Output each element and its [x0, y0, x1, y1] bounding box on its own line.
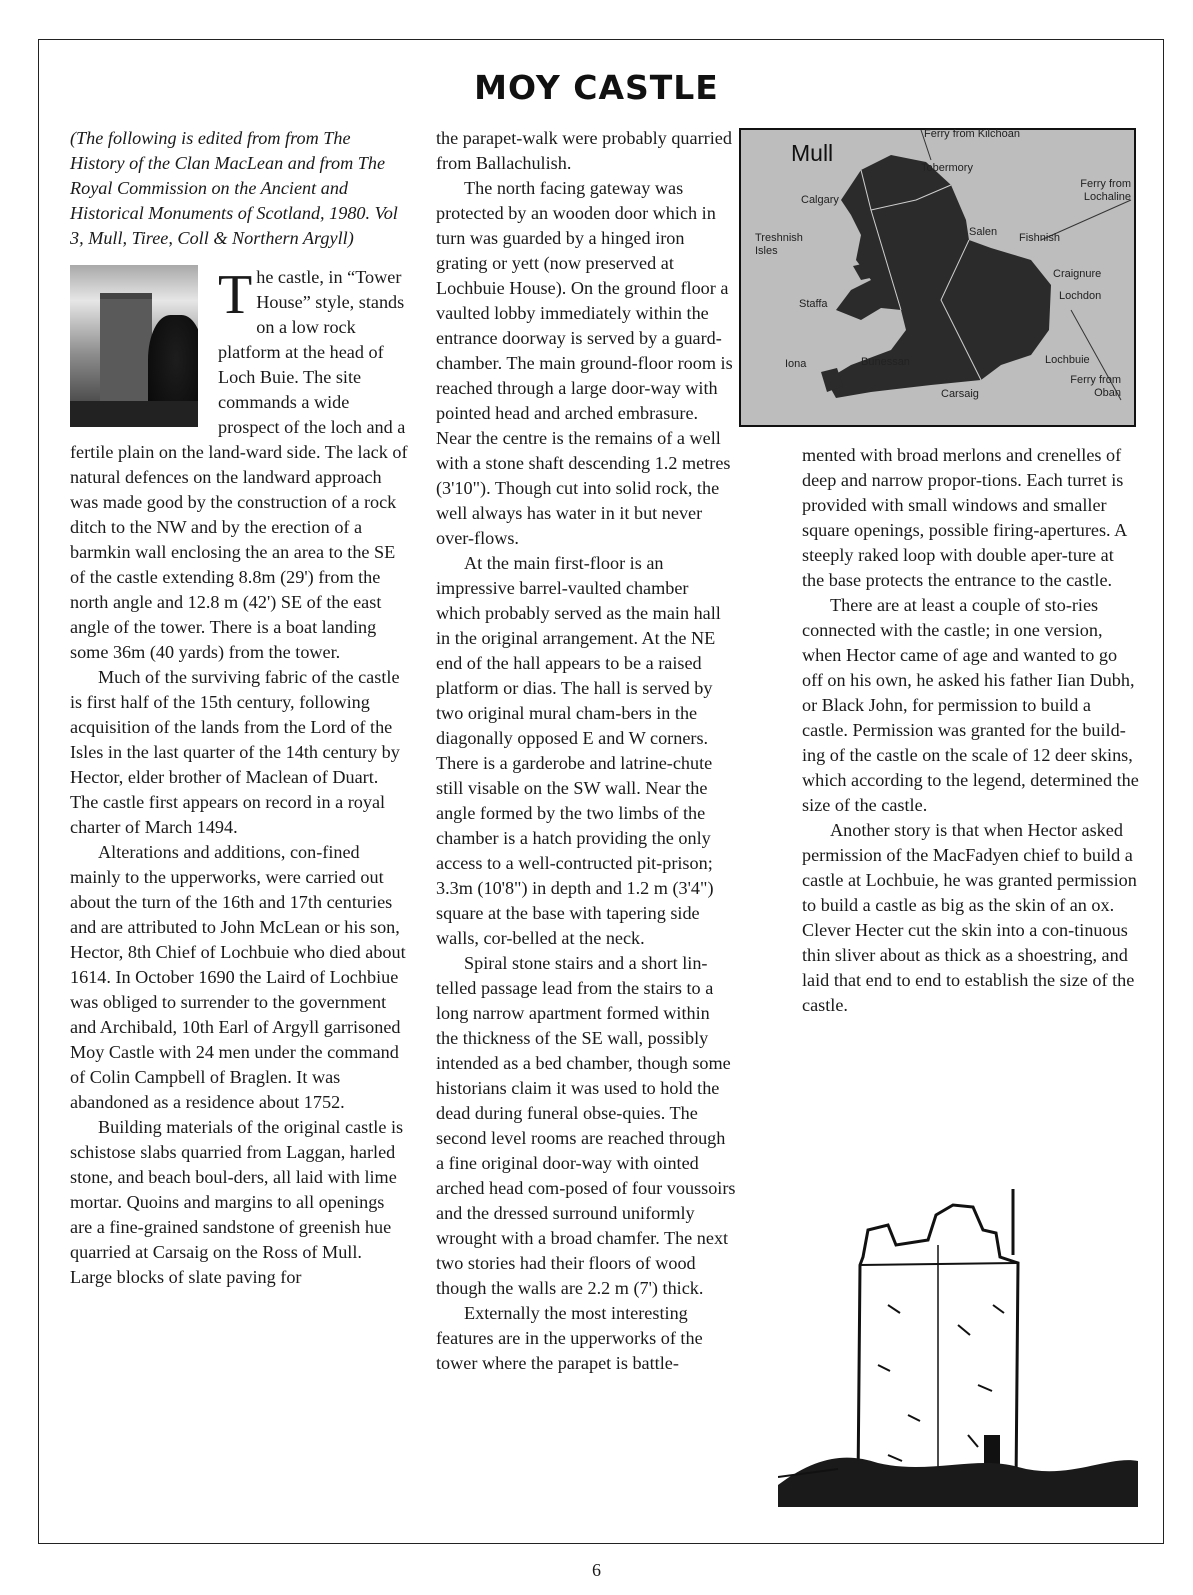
paragraph-8: Spiral stone stairs and a short lin-telled passage lead from the stairs to a long narrow apartment formed within the thickness of the SE wall, possibly intended as a bed chamber, though some historians claim it was used to hold the dead during funeral obse-quies. The second level rooms are reached through a fine original door-way with ointed arched head com-posed of four voussoirs and the dressed surround uniformly wrought with a broad chamfer. The next two stories had their floors of wood though the walls are 2.2 m (7') thick.	[436, 953, 736, 1298]
paragraph-3: Alterations and additions, con-fined mainly to the upperworks, were carried out about the turn of the 16th and 17th centuries and are attributed to John McLean or his son, Hector, 8th Chief of Lochbuie who died about 1614. In October 1690 the Laird of Lochbiue was obliged to surrender to the government and Archibald, 10th Earl of Argyll garrisoned Moy Castle with 24 men under the command of Colin Campbell of Braglen. It was abandoned as a residence about 1752.	[70, 842, 406, 1112]
mull-map	[739, 128, 1136, 427]
map-label-lochdon: Lochdon	[1059, 290, 1102, 302]
map-label-ferry-kilchoan: Ferry from Kilchoan	[924, 128, 1020, 140]
paragraph-1: The castle, in “Tower House” style, stands on a low rock platform at the head of Loch Buie. The site commands a wide prospect of the loch and a fertile plain on the land-ward side. The lack of natural defences on the landward approach was made good by the construction of a rock ditch to the NW and by the erection of a barmkin wall enclosing the an area to the SE of the castle extending 8.8m (29') from the north angle and 12.8 m (42') SE of the east angle of the tower. There is a boat landing some 36m (40 yards) from the tower.	[70, 264, 408, 662]
column-1	[70, 126, 408, 1290]
map-label-ferry-lochaline: Ferry from Lochaline	[1080, 178, 1131, 203]
paragraph-6: The north facing gateway was protected by an wooden door which in turn was guarded by a hinged iron grating or yett (now preserved at Lochbuie House). On the ground floor a vaulted lobby immediately within the entrance doorway is served by a guard-chamber. The main ground-floor room is reached through a large door-way with pointed head and arched embrasure. Near the centre is the remains of a well with a stone shaft descending 1.2 metres (3'10"). Though cut into solid rock, the well always has water in it but never over-flows.	[436, 178, 733, 548]
map-title: Mull	[791, 140, 834, 166]
paragraph-4: Building materials of the original castle is schistose slabs quarried from Laggan, harled stone, and beach boul-ders, all laid with lime mortar. Quoins and margins to all openings are a fine-grained sandstone of greenish hue quarried at Carsaig on the Ross of Mull. Large blocks of slate paving for	[70, 1117, 404, 1287]
paragraph-5: the parapet-walk were probably quarried from Ballachulish.	[436, 128, 732, 173]
castle-engraving	[778, 1185, 1138, 1507]
map-label-salen: Salen	[969, 226, 998, 238]
intro-note: (The following is edited from from The History of the Clan MacLean and from The Royal Commission on the Ancient and Historical Monuments of Scotland, 1980. Vol 3, Mull, Tiree, Coll & Northern Argyll)	[70, 128, 398, 248]
map-label-fishnish: Fishnish	[1019, 232, 1060, 244]
page-number: 6	[592, 1560, 601, 1580]
map-label-calgary: Calgary	[801, 194, 839, 206]
map-label-bunessan: Bunessan	[861, 356, 910, 368]
map-label-iona: Iona	[785, 358, 807, 370]
castle-photo	[70, 265, 198, 427]
paragraph-12: Another story is that when Hector asked permission of the MacFadyen chief to build a castle at Lochbuie, he was granted permission to build a castle as big as the skin of an ox. Clever Hecter cut the skin into a con-tinuous thin sliver about as thick as a shoestring, and laid that end to end to establish the size of the castle.	[802, 820, 1137, 1015]
map-label-craignure: Craignure	[1053, 268, 1102, 280]
map-label-staffa: Staffa	[799, 298, 828, 310]
paragraph-10: mented with broad merlons and crenelles of deep and narrow propor-tions. Each turret is provided with small windows and smaller square openings, possible firing-apertures. A steeply raked loop with double aper-ture at the base protects the entrance to the castle.	[802, 445, 1127, 590]
paragraph-11: There are at least a couple of sto-ries connected with the castle; in one version, when Hector came of age and wanted to go off on his own, he asked his father Iian Dubh, or Black John, for permission to build a castle. Permission was granted for the build-ing of the castle on the scale of 12 deer skins, which according to the legend, determined the size of the castle.	[802, 595, 1139, 815]
page-title: MOY CASTLE	[474, 68, 719, 107]
paragraph-7: At the main first-floor is an impressive barrel-vaulted chamber which probably served as the main hall in the original arrangement. At the NE end of the hall appears to be a raised platform or dias. The hall is served by two original mural cham-bers in the diagonally opposed E and W corners. There is a garderobe and latrine-chute still visable on the SW wall. Near the angle formed by the two limbs of the chamber is a hatch providing the only access to a well-contructed pit-prison; 3.3m (10'8") in depth and 1.2 m (3'4") square at the base with tapering side walls, cor-belled at the neck.	[436, 553, 721, 948]
column-2	[436, 126, 736, 1376]
map-label-lochbuie: Lochbuie	[1045, 354, 1090, 366]
column-3	[802, 443, 1140, 1018]
map-label-ferry-oban: Ferry from Oban	[1070, 374, 1121, 399]
map-label-tobermory: Tobermory	[921, 162, 973, 174]
map-label-carsaig: Carsaig	[941, 388, 979, 400]
paragraph-9: Externally the most interesting features are in the upperworks of the tower where the parapet is battle-	[436, 1303, 703, 1373]
drop-cap: T	[218, 264, 253, 326]
map-label-treshnish: Treshnish Isles	[755, 232, 803, 257]
paragraph-2: Much of the surviving fabric of the castle is first half of the 15th century, following acquisition of the lands from the Lord of the Isles in the last quarter of the 14th century by Hector, elder brother of Maclean of Duart. The castle first appears on record in a royal charter of March 1494.	[70, 667, 400, 837]
